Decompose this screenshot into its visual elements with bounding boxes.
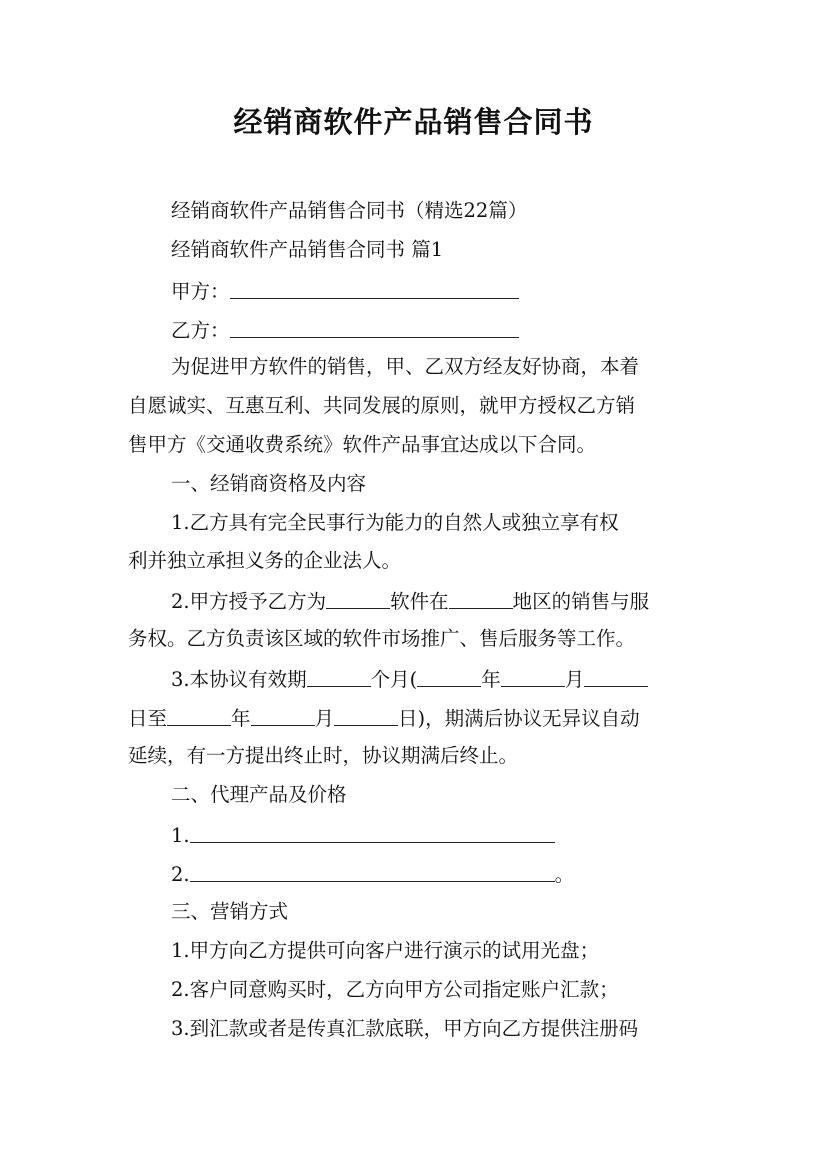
item2-text-c: 地区的销售与服: [512, 590, 650, 613]
party-a-line: [171, 280, 519, 302]
region-blank: [449, 590, 513, 609]
start-day-blank: [584, 668, 648, 687]
document-subtitle: 经销商软件产品销售合同书（精选22篇）: [171, 199, 528, 222]
end-month-blank: [251, 707, 315, 726]
item3-text-f: 年: [231, 707, 251, 730]
item3-text-e: 日至: [128, 707, 168, 730]
section1-item3-line3: 延续，有一方提出终止时，协议期满后终止。: [128, 744, 519, 767]
section2-item2-line: [171, 863, 574, 885]
section2-item2-label: 2.: [171, 863, 190, 886]
section1-item1-line2: 利并独立承担义务的企业法人。: [128, 549, 402, 572]
term-months-blank: [307, 668, 371, 687]
section1-item1-line1: 1.乙方具有完全民事行为能力的自然人或独立享有权: [171, 511, 619, 534]
start-year-blank: [417, 668, 481, 687]
section1-item3-line2: [128, 707, 640, 729]
section2-heading: 二、代理产品及价格: [171, 783, 347, 806]
section3-item3: 3.到汇款或者是传真汇款底联，甲方向乙方提供注册码: [171, 1017, 639, 1040]
item3-text-d: 月: [564, 668, 585, 691]
section2-item1-label: 1.: [171, 824, 190, 847]
end-year-blank: [167, 707, 231, 726]
section1-item2-line2: 务权。乙方负责该区域的软件市场推广、售后服务等工作。: [128, 627, 636, 650]
party-b-blank: [230, 319, 519, 338]
section2-item1-line: [171, 824, 555, 846]
intro-line-3: 售甲方《交通收费系统》软件产品事宜达成以下合同。: [128, 433, 597, 456]
item3-text-c: 年: [481, 668, 501, 691]
item2-text-b: 软件在: [390, 590, 449, 613]
product2-blank: [190, 863, 555, 882]
intro-line-1: 为促进甲方软件的销售，甲、乙双方经友好协商，本着: [171, 355, 640, 378]
section3-item2: 2.客户同意购买时，乙方向甲方公司指定账户汇款；: [171, 978, 619, 1001]
software-blank: [326, 590, 390, 609]
party-a-label: 甲方：: [171, 280, 230, 303]
section1-heading: 一、经销商资格及内容: [171, 472, 367, 495]
item3-text-g: 月: [314, 707, 335, 730]
end-day-blank: [334, 707, 398, 726]
start-month-blank: [501, 668, 565, 687]
item3-text-h: 日)，期满后协议无异议自动: [398, 707, 640, 730]
intro-line-2: 自愿诚实、互惠互利、共同发展的原则，就甲方授权乙方销: [128, 394, 636, 417]
section1-item3-line1: [171, 668, 648, 690]
document-title: 经销商软件产品销售合同书: [233, 105, 594, 139]
section3-heading: 三、营销方式: [171, 900, 289, 923]
section2-item2-end: 。: [554, 863, 575, 886]
chapter-heading: 经销商软件产品销售合同书 篇1: [171, 238, 444, 261]
item3-text-a: 3.本协议有效期: [171, 668, 307, 691]
party-a-blank: [230, 280, 519, 299]
product1-blank: [190, 824, 555, 843]
section1-item2-line1: [171, 590, 649, 612]
item3-text-b: 个月(: [370, 668, 418, 691]
section3-item1: 1.甲方向乙方提供可向客户进行演示的试用光盘；: [171, 939, 600, 962]
party-b-line: [171, 319, 519, 341]
item2-text-a: 2.甲方授予乙方为: [171, 590, 327, 613]
party-b-label: 乙方：: [171, 319, 230, 342]
